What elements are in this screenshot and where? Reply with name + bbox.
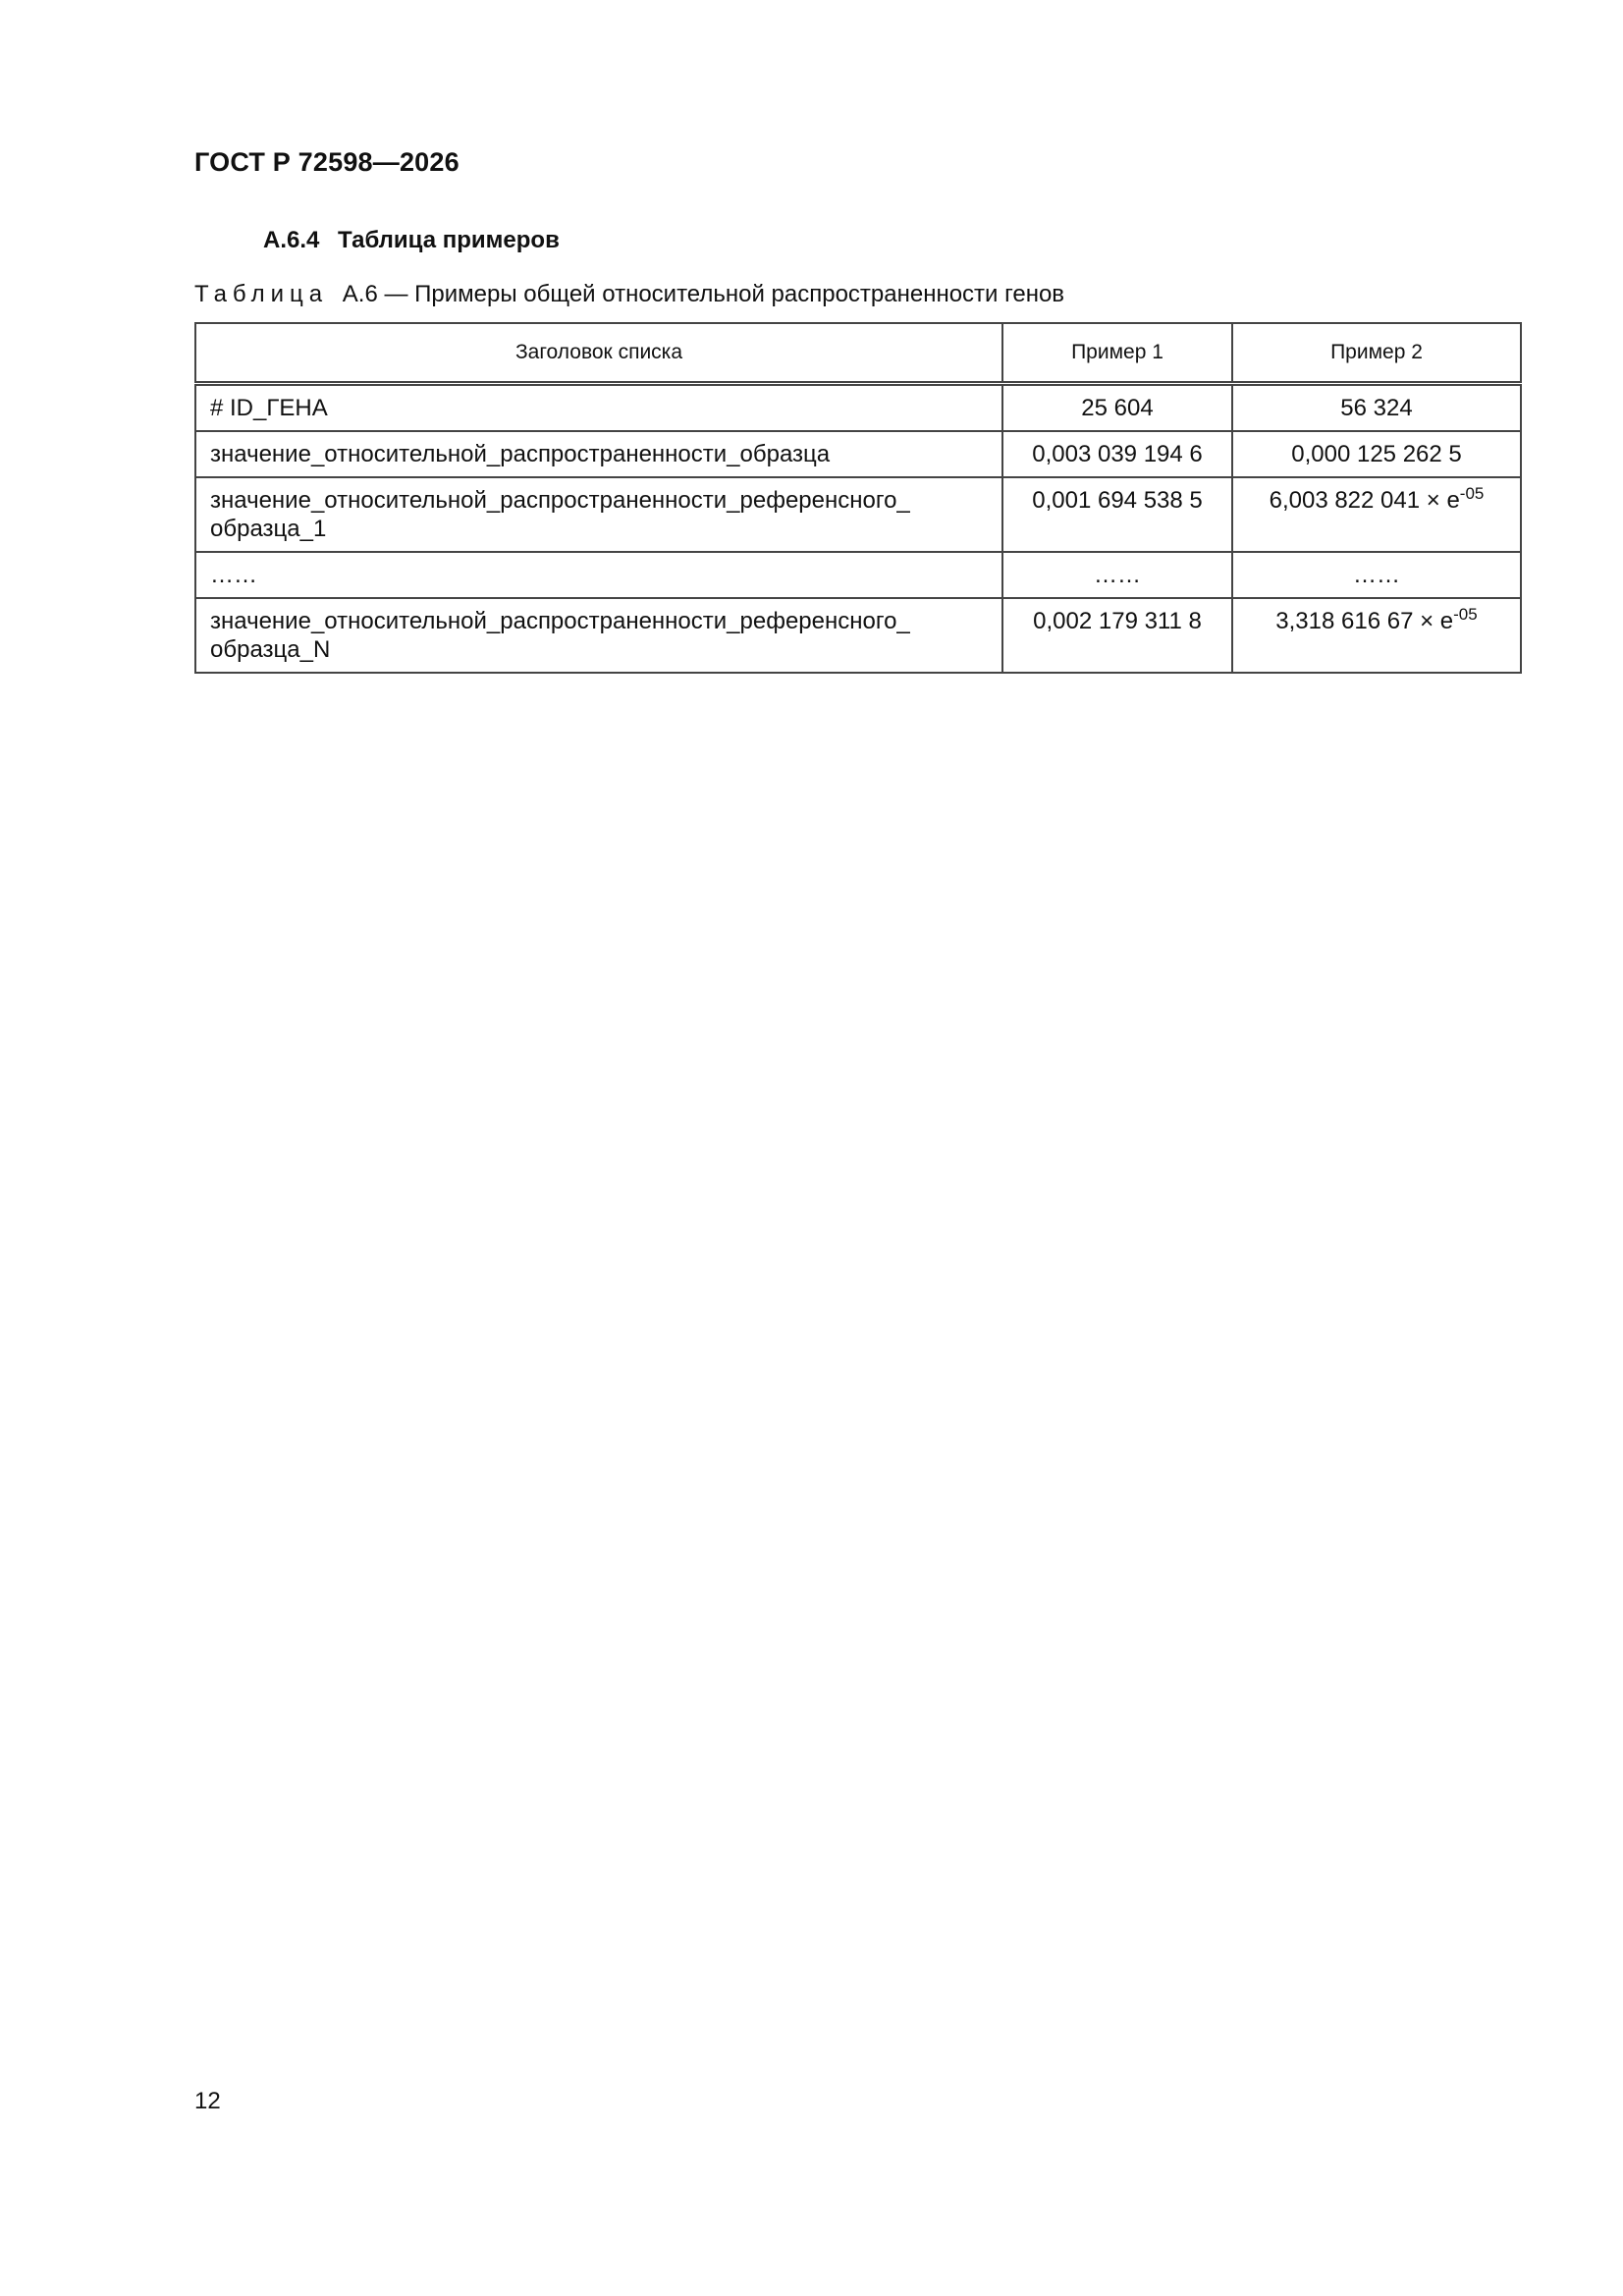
- row-example-2-value: [1232, 477, 1521, 552]
- row-label: значение_относительной_распространенности_референсного_ образца_N: [195, 598, 1002, 673]
- row-label: значение_относительной_распространенности_образца: [195, 431, 1002, 477]
- column-header-list-title: Заголовок списка: [195, 323, 1002, 384]
- table-caption-text: А.6 — Примеры общей относительной распространенности генов: [342, 281, 1065, 307]
- document-header: ГОСТ Р 72598—2026: [194, 147, 460, 177]
- table-caption: [194, 281, 1064, 308]
- table-row: [195, 477, 1521, 552]
- value-mantissa: 3,318 616 67 × e: [1275, 608, 1454, 634]
- value-mantissa: 6,003 822 041 × e: [1269, 487, 1460, 514]
- abundance-table: [194, 322, 1522, 674]
- table-row: [195, 552, 1521, 598]
- table-caption-label: Таблица: [194, 281, 329, 307]
- table-row: [195, 598, 1521, 673]
- row-example-1-value: 0,003 039 194 6: [1002, 431, 1232, 477]
- row-label: ……: [195, 552, 1002, 598]
- row-example-2-value: ……: [1232, 552, 1521, 598]
- value-exponent: -05: [1459, 484, 1485, 503]
- row-example-1-value: ……: [1002, 552, 1232, 598]
- row-label: # ID_ГЕНА: [195, 384, 1002, 432]
- column-header-example-1: Пример 1: [1002, 323, 1232, 384]
- section-title: Таблица примеров: [338, 227, 560, 253]
- table-header-row: [195, 323, 1521, 384]
- table-row: [195, 431, 1521, 477]
- row-example-1-value: 0,001 694 538 5: [1002, 477, 1232, 552]
- section-number: А.6.4: [263, 227, 320, 253]
- section-heading: [263, 227, 560, 254]
- table-row: [195, 384, 1521, 432]
- row-example-1-value: 0,002 179 311 8: [1002, 598, 1232, 673]
- value-exponent: -05: [1453, 605, 1478, 624]
- row-example-2-value: 0,000 125 262 5: [1232, 431, 1521, 477]
- row-example-2-value: 56 324: [1232, 384, 1521, 432]
- row-label: значение_относительной_распространенности_референсного_ образца_1: [195, 477, 1002, 552]
- column-header-example-2: Пример 2: [1232, 323, 1521, 384]
- row-example-2-value: [1232, 598, 1521, 673]
- row-example-1-value: 25 604: [1002, 384, 1232, 432]
- page-number: 12: [194, 2088, 221, 2114]
